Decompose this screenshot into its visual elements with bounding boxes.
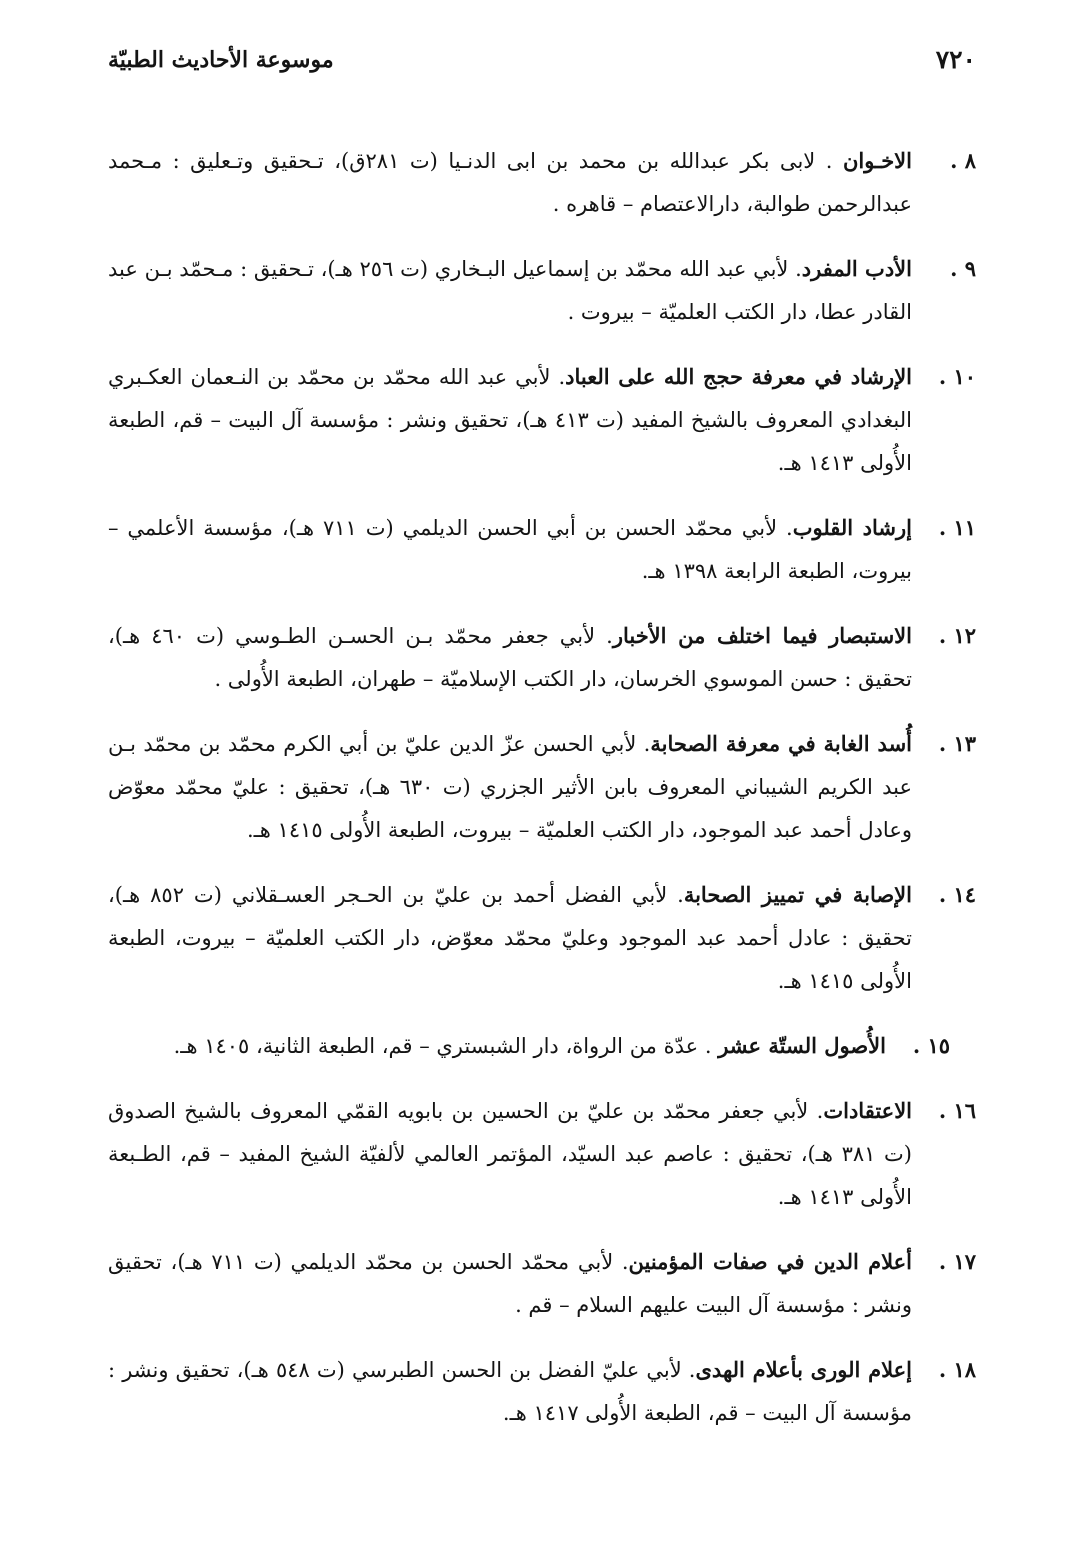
entry-title: الأدب المفرد	[801, 256, 912, 281]
bibliography-entry	[108, 614, 976, 701]
bibliography-entry	[108, 722, 976, 852]
entry-title: أعلام الدين في صفات المؤمنين	[628, 1249, 912, 1274]
entry-title: أُسد الغابة في معرفة الصحابة	[650, 731, 912, 756]
entry-number: ١٤ .	[938, 882, 976, 907]
running-header	[108, 42, 976, 82]
bibliography-entry	[108, 139, 976, 226]
entry-number: ١٦ .	[938, 1098, 976, 1123]
entry-text: . لأبي محمّد الحسن بن أبي الحسن الديلمي (ت ٧١١ هـ)، مؤسسة الأعلمي – بيروت، الطبعة الرابعة ١٣٩٨ هـ.	[108, 516, 912, 583]
bibliography-entry	[108, 1089, 976, 1219]
bibliography-list	[108, 118, 976, 1441]
entry-text: . لأبي محمّد الحسن بن محمّد الديلمي (ت ٧١١ هـ)، تحقيق ونشر : مؤسسة آل البيت عليهم السلام – قم .	[108, 1250, 912, 1317]
page-number: ٧٢٠	[935, 45, 976, 74]
entry-number: ٩ .	[950, 256, 976, 281]
entry-number: ١٢ .	[938, 623, 976, 648]
entry-number: ١٧ .	[938, 1249, 976, 1274]
entry-title: الإرشاد في معرفة حجج الله على العباد	[565, 364, 912, 389]
entry-number: ١٨ .	[938, 1357, 976, 1382]
entry-title: الإصابة في تمييز الصحابة	[683, 882, 912, 907]
bibliography-entry	[108, 873, 976, 1003]
entry-text: . لأبي عليّ الفضل بن الحسن الطبرسي (ت ٥٤٨ هـ)، تحقيق ونشر : مؤسسة آل البيت – قم، الطبعة الأُولى ١٤١٧ هـ.	[108, 1358, 912, 1425]
entry-text: . لابى بكر عبدالله بن محمد بن ابى الدنـيا (ت ٢٨١ق)، تـحقيق وتـعليق : مـحمد عبدالرحمن طوالبة، دارالاعتصام – قاهره .	[108, 149, 912, 216]
entry-number: ٨ .	[950, 148, 976, 173]
bibliography-entry	[108, 355, 976, 485]
entry-title: الاعتقادات	[823, 1098, 912, 1123]
entry-number: ١٥ .	[912, 1033, 950, 1058]
bibliography-entry	[108, 247, 976, 334]
entry-title: إرشاد القلوب	[792, 515, 912, 540]
entry-title: الاستبصار فيما اختلف من الأخبار	[612, 623, 912, 648]
entry-title: إعلام الورى بأعلام الهدى	[695, 1357, 912, 1382]
entry-text: . لأبي جعفر محمّد بن عليّ بن الحسين بن بابويه القمّي المعروف بالشيخ الصدوق (ت ٣٨١ هـ)، تحقيق : عاصم عبد السيّد، المؤتمر العالمي لألفيّة الشيخ المفيد – قم، الطـبعة الأُولى ١٤١٣ هـ.	[108, 1099, 913, 1209]
entry-number: ١١ .	[938, 515, 976, 540]
entry-title: الاخـوان	[842, 148, 912, 173]
entry-number: ١٠ .	[938, 364, 976, 389]
entry-text: . لأبي عبد الله محمّد بن محمّد بن النـعمان العكـبري البغدادي المعروف بالشيخ المفيد (ت ٤١٣ هـ)، تحقيق ونشر : مؤسسة آل البيت – قم، الطبعة الأُولى ١٤١٣ هـ.	[108, 365, 912, 475]
book-title: موسوعة الأحاديث الطبيّة	[108, 47, 334, 73]
entry-text: . لأبي الفضل أحمد بن عليّ بن الحـجر العسـقلاني (ت ٨٥٢ هـ)، تحقيق : عادل أحمد عبد الموجود وعليّ محمّد معوّض، دار الكتب العلميّة – بيروت، الطبعة الأُولى ١٤١٥ هـ.	[108, 883, 912, 993]
bibliography-entry	[108, 1348, 976, 1435]
entry-text: . لأبي الحسن عزّ الدين عليّ بن أبي الكرم محمّد بن محمّد بـن عبد الكريم الشيباني المعروف بابن الأثير الجزري (ت ٦٣٠ هـ)، تحقيق : عليّ محمّد معوّض وعادل أحمد عبد الموجود، دار الكتب العلميّة – بيروت، الطبعة الأُولى ١٤١٥ هـ.	[108, 732, 912, 842]
bibliography-entry	[108, 1240, 976, 1327]
entry-text: . لأبي جعفر محمّد بـن الحسـن الطـوسي (ت ٤٦٠ هـ)، تحقيق : حسن الموسوي الخرسان، دار الكتب الإسلاميّة – طهران، الطبعة الأُولى .	[108, 624, 912, 691]
entry-title: الأُصول الستّة عشر	[718, 1033, 886, 1058]
entry-number: ١٣ .	[938, 731, 976, 756]
bibliography-entry	[108, 1024, 976, 1068]
bibliography-entry	[108, 506, 976, 593]
entry-text: . لأبي عبد الله محمّد بن إسماعيل البـخاري (ت ٢٥٦ هـ)، تـحقيق : مـحمّد بـن عبد القادر عطا، دار الكتب العلميّة – بيروت .	[108, 257, 912, 324]
entry-text: . عدّة من الرواة، دار الشبستري – قم، الطبعة الثانية، ١٤٠٥ هـ.	[173, 1034, 719, 1058]
